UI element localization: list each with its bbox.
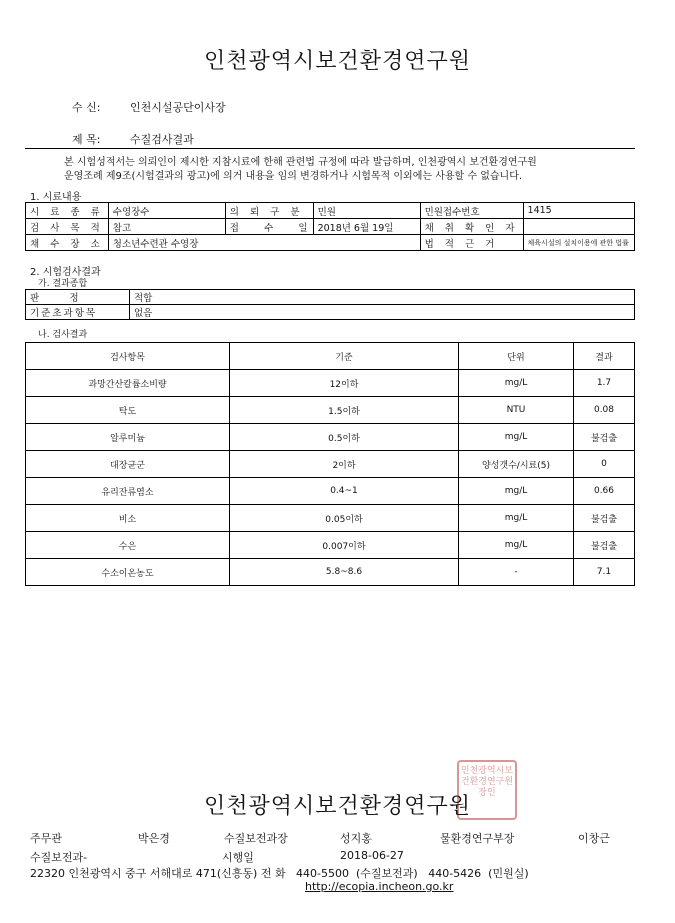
cell-unit: mg/L (459, 478, 574, 505)
cell-result: 7.1 (574, 559, 635, 586)
purpose-label: 검 사 목 적 (26, 219, 109, 235)
cell-result: 0 (574, 451, 635, 478)
receipt-no-label: 민원접수번호 (420, 203, 523, 219)
table-row (26, 370, 635, 397)
role-2: 수질보전과장 (224, 832, 288, 845)
table-row (26, 424, 635, 451)
results-subtitle: 나. 검사결과 (38, 330, 88, 340)
name-3: 이창근 (578, 832, 610, 845)
results-table (25, 342, 635, 586)
cell-item: 유리잔류염소 (26, 478, 230, 505)
website-link[interactable]: http://ecopia.incheon.go.kr (305, 880, 454, 893)
purpose: 참고 (108, 219, 225, 235)
table-row (26, 219, 635, 235)
role-3: 물환경연구부장 (440, 832, 515, 845)
sample-table (25, 202, 635, 251)
cell-item: 탁도 (26, 397, 230, 424)
issue-date: 2018-06-27 (340, 849, 404, 862)
sample-type: 수영장수 (108, 203, 225, 219)
cell-standard: 0.4~1 (230, 478, 459, 505)
cell-unit: 양성갯수/시료(5) (459, 451, 574, 478)
cell-unit: - (459, 559, 574, 586)
summary-table (25, 289, 635, 320)
cell-standard: 5.8~8.6 (230, 559, 459, 586)
exceed-label: 기준초과항목 (26, 305, 130, 320)
cell-result: 1.7 (574, 370, 635, 397)
legal-basis: 체육시설의 설치이용에 관한 법률 (523, 235, 634, 251)
recipient: 인천시설공단이사장 (130, 101, 226, 114)
cell-item: 대장균군 (26, 451, 230, 478)
table-row (26, 290, 635, 305)
table-row (26, 478, 635, 505)
sample-type-label: 시 료 종 류 (26, 203, 109, 219)
cell-result: 불검출 (574, 505, 635, 532)
cell-standard: 12이하 (230, 370, 459, 397)
document-title: 인천광역시보건환경연구원 (203, 49, 472, 74)
intro-text (64, 156, 644, 184)
subject: 수질검사결과 (130, 133, 194, 146)
recipient-label: 수 신: (72, 101, 101, 114)
table-header-row (26, 343, 635, 370)
cell-item: 수은 (26, 532, 230, 559)
place-label: 채 수 장 소 (26, 235, 109, 251)
official-seal: 인천광역시보건환경연구원장인 (457, 760, 517, 820)
cell-standard: 2이하 (230, 451, 459, 478)
judge-value: 적합 (130, 290, 635, 305)
cell-unit: mg/L (459, 532, 574, 559)
table-row (26, 305, 635, 320)
cell-result: 0.08 (574, 397, 635, 424)
table-row (26, 532, 635, 559)
address: 22320 인천광역시 중구 서해대로 471(신흥동) 전 화 440-5500 (수질보전과) 440-5426 (민원실) (30, 867, 529, 880)
cell-unit: mg/L (459, 370, 574, 397)
name-1: 박은경 (138, 832, 170, 845)
table-row (26, 505, 635, 532)
department: 수질보전과- (30, 851, 88, 864)
request-label: 의 뢰 구 분 (225, 203, 313, 219)
cell-item: 수소이온농도 (26, 559, 230, 586)
judge-label: 판 정 (26, 290, 130, 305)
cell-unit: NTU (459, 397, 574, 424)
results-section-title: 2. 시험검사결과 (30, 267, 101, 278)
confirm-label: 채 취 확 인 자 (420, 219, 523, 235)
received-label: 접 수 일 (225, 219, 313, 235)
cell-standard: 0.007이하 (230, 532, 459, 559)
divider (25, 148, 635, 149)
cell-item: 알루미늄 (26, 424, 230, 451)
header-result: 결과 (574, 343, 635, 370)
cell-result: 불검출 (574, 424, 635, 451)
table-row (26, 559, 635, 586)
issue-label: 시행일 (222, 851, 254, 864)
table-row (26, 203, 635, 219)
footer-title: 인천광역시보건환경연구원 (203, 794, 472, 819)
place: 청소년수련관 수영장 (108, 235, 420, 251)
exceed-value: 없음 (130, 305, 635, 320)
summary-subtitle: 가. 결과종합 (38, 279, 88, 289)
table-row (26, 397, 635, 424)
receipt-no: 1415 (523, 203, 634, 219)
cell-standard: 1.5이하 (230, 397, 459, 424)
table-row (26, 451, 635, 478)
table-row (26, 235, 635, 251)
confirm-value (523, 219, 634, 235)
cell-item: 비소 (26, 505, 230, 532)
sample-section-title: 1. 시료내용 (30, 192, 82, 203)
cell-item: 과망간산칼륨소비량 (26, 370, 230, 397)
header-unit: 단위 (459, 343, 574, 370)
role-1: 주무관 (30, 832, 62, 845)
subject-label: 제 목: (72, 133, 101, 146)
cell-standard: 0.5이하 (230, 424, 459, 451)
name-2: 성지홍 (340, 832, 372, 845)
header-standard: 기준 (230, 343, 459, 370)
request-type: 민원 (313, 203, 420, 219)
received-date: 2018년 6월 19일 (313, 219, 420, 235)
intro-line-2: 운영조례 제9조(시험결과의 광고)에 의거 내용을 임의 변경하거나 시험목적 이외에는 사용할 수 없습니다. (64, 171, 523, 182)
cell-result: 불검출 (574, 532, 635, 559)
header-item: 검사항목 (26, 343, 230, 370)
cell-unit: mg/L (459, 505, 574, 532)
legal-label: 법 적 근 거 (420, 235, 523, 251)
cell-result: 0.66 (574, 478, 635, 505)
cell-unit: mg/L (459, 424, 574, 451)
cell-standard: 0.05이하 (230, 505, 459, 532)
intro-line-1: 본 시험성적서는 의뢰인이 제시한 지참시료에 한해 관련법 규정에 따라 발급하며, 인천광역시 보건환경연구원 (64, 157, 537, 168)
